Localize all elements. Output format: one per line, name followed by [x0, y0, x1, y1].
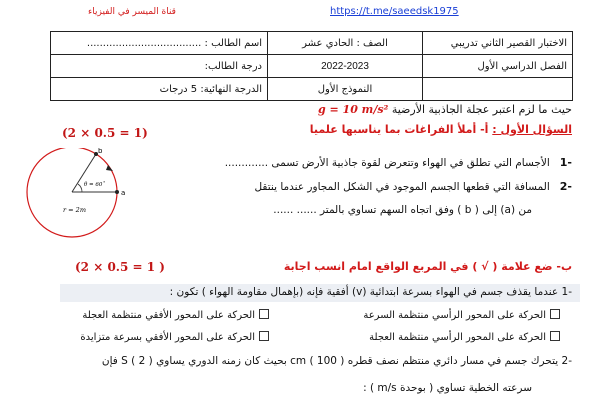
student-grade-cell[interactable]: درجة الطالب: — [51, 55, 268, 78]
exam-title-cell: الاختبار القصير الثاني تدريبي — [423, 32, 573, 55]
mc-question-2-continued: سرعته الخطية تساوي ( بوحدة m/s ) : — [363, 382, 532, 394]
point-b-label: b — [98, 148, 103, 155]
student-name-cell — [51, 32, 268, 55]
mc-question-2: -2 يتحرك جسم في مسار دائري منتظم نصف قطره cm ( 100 ) بحيث كان زمنه الدوري يساوي S ( 2 ) فإن — [101, 355, 572, 367]
option-label: الحركة على المحور الأفقي بسرعة متزايدة — [80, 332, 255, 343]
final-grade-cell: الدرجة النهائية: 5 درجات — [51, 78, 268, 101]
checkbox[interactable] — [550, 309, 560, 319]
section-a-marks: (2 × 0.5 = 1) — [62, 126, 148, 140]
item-text: المسافة التي قطعها الجسم الموجود في الشكل المجاور عندما ينتقل — [254, 181, 550, 193]
checkbox[interactable] — [550, 331, 560, 341]
semester-cell: الفصل الدراسي الأول — [423, 55, 573, 78]
channel-name: قناة الميسر في الفيزياء — [88, 7, 176, 17]
point-a-dot — [115, 190, 119, 194]
section-b-title: ب- ضع علامة ( √ ) في المربع الواقع امام انسب اجابة — [283, 260, 572, 273]
gravity-value: g = 10 m/s² — [317, 103, 389, 116]
item-number: -1 — [559, 156, 572, 169]
fill-item-2-continued: من (a) إلى ( b ) وفق اتجاه السهم تساوي بالمتر ...... ...... — [273, 204, 532, 216]
item-text: الأجسام التي تطلق في الهواء وتتعرض لقوة جاذبية الأرض تسمى ............. — [224, 157, 550, 169]
angle-arc — [78, 184, 82, 192]
year-cell: 2022-2023 — [268, 55, 423, 78]
mc-option-4[interactable] — [80, 331, 269, 343]
checkbox[interactable] — [259, 331, 269, 341]
telegram-link[interactable]: https://t.me/saeedsk1975 — [330, 6, 459, 17]
section-b-marks: (2 × 0.5 = 1 ) — [75, 260, 165, 274]
item-number: -2 — [559, 180, 572, 193]
gravity-instruction — [318, 103, 572, 116]
student-name-label: اسم الطالب : — [204, 37, 262, 49]
grade-cell: الصف : الحادي عشر — [268, 32, 423, 55]
model-cell: النموذج الأول — [268, 78, 423, 101]
fill-item-1 — [225, 156, 572, 169]
mc-option-2[interactable] — [82, 309, 269, 321]
question-one-label: السؤال الأول : — [492, 123, 572, 136]
point-a-label: a — [121, 189, 126, 197]
fill-item-2 — [254, 180, 572, 193]
checkbox[interactable] — [259, 309, 269, 319]
exam-info-table — [50, 31, 573, 101]
circle-figure — [0, 148, 150, 248]
radius-label: r = 2m — [63, 206, 86, 214]
mc-option-1[interactable] — [363, 309, 560, 321]
section-a-title: أ- أملأ الفراغات بما يناسبها علميا — [309, 123, 489, 136]
empty-cell — [423, 78, 573, 101]
option-label: الحركة على المحور الرأسي منتظمة العجلة — [369, 332, 546, 343]
direction-arrow — [106, 165, 113, 171]
gravity-instruction-text: حيث ما لزم اعتبر عجلة الجاذبية الأرضية — [391, 103, 572, 116]
option-label: الحركة على المحور الرأسي منتظمة السرعة — [363, 310, 546, 321]
student-name-blank[interactable]: .................................... — [86, 37, 202, 49]
mc-option-3[interactable] — [369, 331, 560, 343]
angle-label: θ = 60˚ — [84, 182, 106, 188]
option-label: الحركة على المحور الأفقي منتظمة العجلة — [82, 310, 255, 321]
mc-question-1: -1 عندما يقذف جسم في الهواء بسرعة ابتدائية (v) أفقية فإنه (بإهمال مقاومة الهواء ) تكون : — [169, 286, 572, 298]
section-a-heading — [310, 123, 572, 136]
